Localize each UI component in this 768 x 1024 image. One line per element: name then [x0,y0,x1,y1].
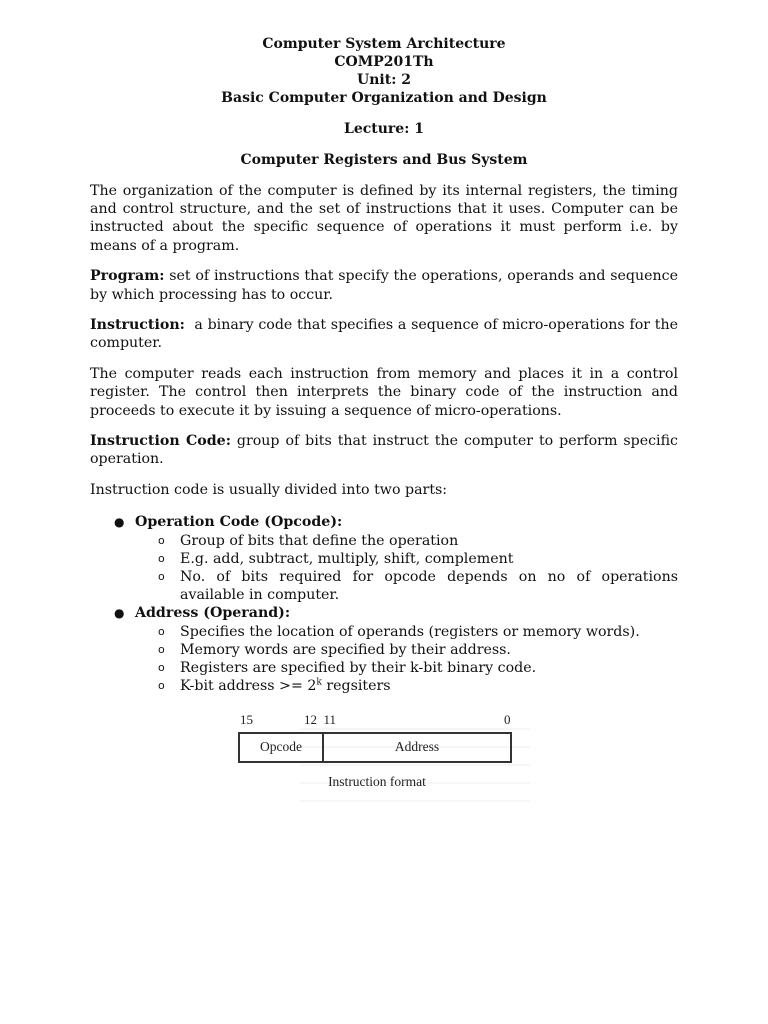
sublist-text: Memory words are specified by their address. [180,641,511,658]
unit-number: Unit: 2 [357,72,411,88]
program-term: Program: [90,268,165,285]
list-item [135,659,678,677]
circle-bullet-icon: o [158,533,165,547]
sublist-text-tail: regsiters [321,678,391,695]
list-item [135,568,678,604]
circle-bullet-icon: o [158,569,165,583]
sublist-text: E.g. add, subtract, multiply, shift, complement [180,550,514,567]
address-label: Address (Operand): [135,605,291,622]
circle-bullet-icon: o [158,679,165,693]
address-field: Address [394,739,440,754]
list-item [135,677,678,695]
sublist-text: No. of bits required for opcode depends on no of operations available in computer. [180,568,678,604]
program-definition [90,267,678,303]
sublist-text: Group of bits that define the operation [180,532,459,549]
program-text: set of instructions that specify the operations, operands and sequence by which processing has to occur. [90,268,678,303]
instruction-format-box [238,732,512,763]
circle-bullet-icon: o [158,660,165,674]
divided-paragraph: Instruction code is usually divided into two parts: [90,482,448,499]
sublist-text: K-bit address >= 2 [180,678,317,695]
circle-bullet-icon: o [158,551,165,565]
bullet-icon: ● [114,606,125,621]
course-title: Computer System Architecture [262,36,506,52]
address-sublist [135,623,678,696]
unit-title: Basic Computer Organization and Design [221,90,547,106]
instruction-format-figure [232,709,522,804]
list-item [135,641,678,659]
list-item [135,623,678,641]
document-header [0,35,768,107]
instruction-text: a binary code that specifies a sequence of micro-operations for the computer. [90,317,683,352]
instruction-code-term: Instruction Code: [90,433,231,450]
document-body [90,182,683,695]
section-title: Computer Registers and Bus System [240,152,528,168]
course-code: COMP201Th [334,54,434,70]
opcode-label: Operation Code (Opcode): [135,514,343,531]
opcode-field: Opcode [260,739,302,754]
list-item [90,513,678,604]
lecture-number: Lecture: 1 [344,121,424,137]
bullet-icon: ● [114,515,125,530]
sublist-text: Specifies the location of operands (registers or memory words). [180,623,640,640]
parts-list [90,513,678,695]
instruction-term: Instruction: [90,317,185,334]
reads-paragraph: The computer reads each instruction from memory and places it in a control register. The control then interprets the binary code of the instruction and proceeds to execute it by issuing a sequence of micro-operations. [90,366,678,419]
bit-label-15: 15 [240,712,253,727]
bit-label-12-11: 12 11 [304,712,337,727]
list-item [90,604,678,695]
bit-label-0: 0 [504,712,511,727]
sublist-text: Registers are specified by their k-bit binary code. [180,659,537,676]
opcode-sublist [135,532,678,605]
list-item [135,532,678,550]
intro-paragraph: The organization of the computer is defined by its internal registers, the timing and control structure, and the set of instructions that it uses. Computer can be instructed about the specific sequence of operations it must perform i.e. by means of a program. [90,183,678,254]
superscript-k: k [316,677,322,688]
instruction-definition [90,316,683,352]
circle-bullet-icon: o [158,624,165,638]
figure-caption: Instruction format [328,774,426,789]
instruction-code-definition [90,432,678,468]
circle-bullet-icon: o [158,642,165,656]
list-item [135,550,678,568]
instruction-code-text: group of bits that instruct the computer to perform specific operation. [90,433,678,468]
